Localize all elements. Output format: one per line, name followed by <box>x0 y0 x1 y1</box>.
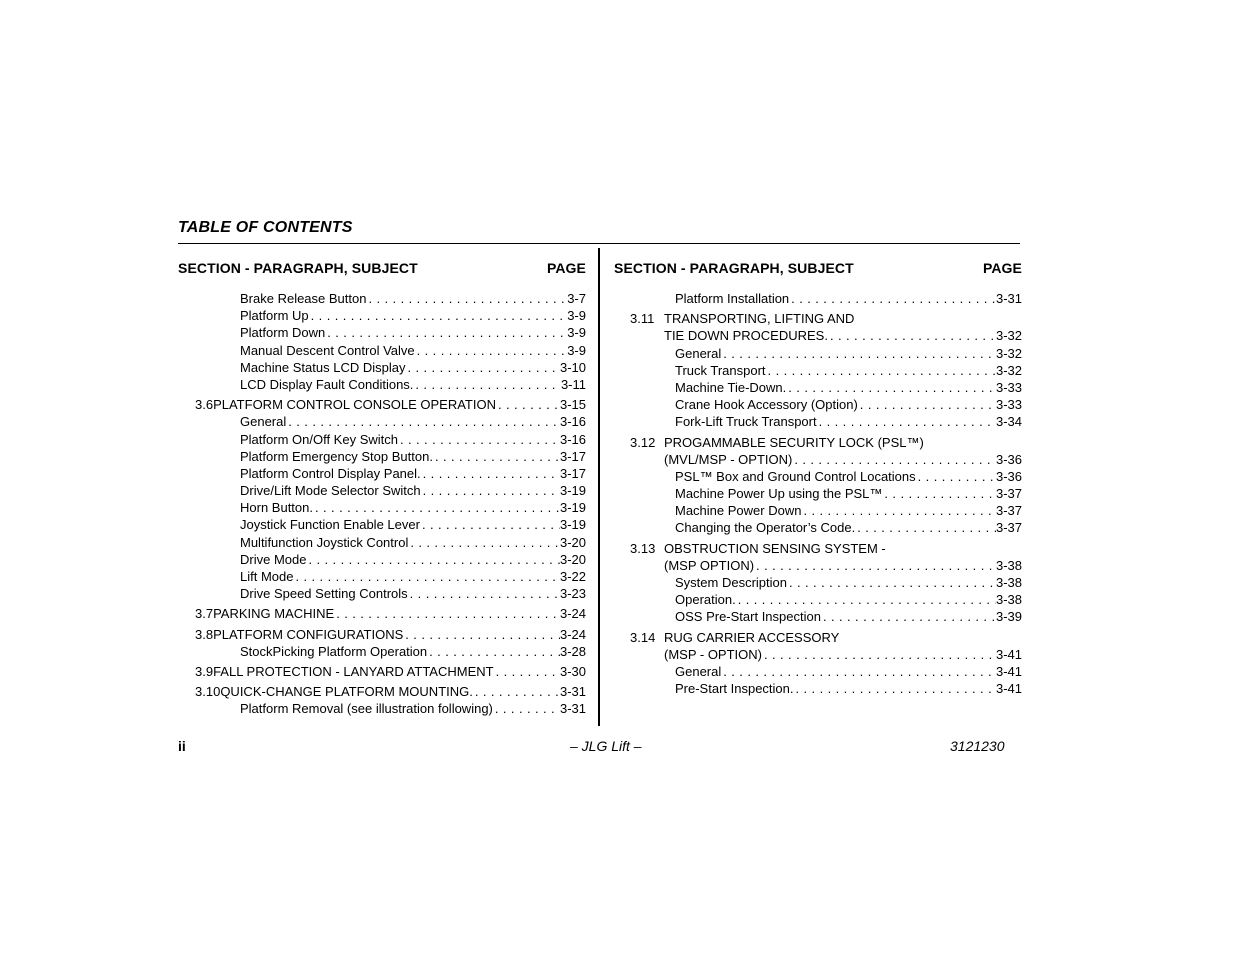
subject-heading: SECTION - PARAGRAPH, SUBJECT <box>178 260 418 276</box>
page-title: TABLE OF CONTENTS <box>178 219 353 236</box>
section-number: 3.7 <box>195 606 214 622</box>
toc-entries <box>614 290 1022 697</box>
entry-title: Platform Installation <box>675 291 790 306</box>
toc-entry[interactable] <box>178 482 586 499</box>
section-number: 3.14 <box>630 629 656 645</box>
entry-title: Machine Power Up using the PSL™ <box>675 486 883 502</box>
entry-title: Platform Removal (see illustration following) <box>240 701 493 717</box>
dot-leader <box>916 468 996 485</box>
entry-page: 3-37 <box>995 503 1022 519</box>
toc-entry[interactable] <box>178 448 586 465</box>
toc-entry[interactable] <box>178 465 586 482</box>
section-number: 3.13 <box>630 540 656 556</box>
toc-section-entry[interactable] <box>614 310 1022 327</box>
entry-title: (MSP - OPTION) <box>664 646 762 662</box>
toc-section-entry[interactable] <box>614 540 1022 557</box>
dot-leader <box>309 307 568 324</box>
dot-leader <box>473 683 560 700</box>
toc-section-entry[interactable] <box>178 605 586 622</box>
toc-entry[interactable] <box>178 342 586 359</box>
dot-leader <box>293 568 559 585</box>
toc-entry[interactable] <box>178 643 586 660</box>
entry-title: Operation. <box>675 592 736 608</box>
toc-entry[interactable] <box>614 413 1022 430</box>
dot-leader <box>787 574 996 591</box>
entry-title: Truck Transport <box>675 362 766 378</box>
entry-page: 3-23 <box>559 586 586 602</box>
section-number: 3.10 <box>195 684 221 700</box>
page-heading: PAGE <box>982 260 1022 276</box>
entry-page: 3-19 <box>559 517 586 533</box>
toc-entry[interactable] <box>178 431 586 448</box>
section-number: 3.9 <box>195 663 214 679</box>
section-number: 3.12 <box>630 434 656 450</box>
entry-title: (MSP OPTION) <box>664 557 755 573</box>
toc-section-entry[interactable] <box>178 626 586 643</box>
entry-page: 3-32 <box>995 362 1022 378</box>
dot-leader <box>821 608 996 625</box>
entry-title: Drive Speed Setting Controls <box>240 586 408 602</box>
entry-page: 3-7 <box>567 291 586 306</box>
entry-title: OBSTRUCTION SENSING SYSTEM - <box>664 540 886 556</box>
entry-title: PLATFORM CONFIGURATIONS <box>213 626 404 642</box>
toc-column-right <box>614 258 1022 697</box>
section-number: 3.11 <box>630 311 655 327</box>
dot-leader <box>855 519 996 536</box>
entry-page: 3-33 <box>995 397 1022 413</box>
toc-entry[interactable] <box>614 345 1022 362</box>
toc-section-entry[interactable] <box>614 629 1022 646</box>
entry-page: 3-30 <box>559 663 586 679</box>
entry-title: Machine Status LCD Display <box>240 359 406 375</box>
dot-leader <box>494 663 560 680</box>
toc-entry[interactable] <box>178 585 586 602</box>
dot-leader <box>786 379 996 396</box>
dot-leader <box>721 345 996 362</box>
toc-entry[interactable] <box>614 574 1022 591</box>
toc-entry[interactable] <box>614 680 1022 697</box>
dot-leader <box>427 643 560 660</box>
dot-leader <box>817 413 996 430</box>
column-header <box>178 258 586 280</box>
entry-page: 3-28 <box>559 643 586 659</box>
entry-page: 3-32 <box>995 345 1022 361</box>
entry-page: 3-38 <box>995 575 1022 590</box>
entry-page: 3-31 <box>559 684 586 700</box>
toc-entry[interactable] <box>178 413 586 430</box>
entry-title: Platform Control Display Panel. <box>240 465 421 481</box>
entry-title: Changing the Operator’s Code. <box>675 520 856 536</box>
toc-entry[interactable] <box>178 290 586 307</box>
dot-leader <box>762 646 996 663</box>
entry-title: TIE DOWN PROCEDURES. <box>664 328 828 344</box>
entry-page: 3-9 <box>567 308 586 324</box>
entry-title: Machine Power Down <box>675 503 802 519</box>
section-number: 3.8 <box>195 626 214 642</box>
toc-entry[interactable] <box>178 551 586 568</box>
entry-title: PARKING MACHINE <box>213 606 335 622</box>
dot-leader <box>496 396 560 413</box>
entry-title: Pre-Start Inspection. <box>675 681 794 697</box>
header-rule <box>178 243 1020 244</box>
toc-entry[interactable] <box>614 290 1022 307</box>
dot-leader <box>286 413 560 430</box>
toc-entry[interactable] <box>614 362 1022 379</box>
footer-publisher: – JLG Lift – <box>570 738 642 754</box>
dot-leader <box>325 324 567 341</box>
dot-leader <box>415 342 568 359</box>
dot-leader <box>794 680 996 697</box>
entry-page: 3-20 <box>559 551 586 567</box>
dot-leader <box>736 591 996 608</box>
dot-leader <box>828 327 996 344</box>
toc-entry[interactable] <box>178 534 586 551</box>
dot-leader <box>766 362 996 379</box>
dot-leader <box>398 431 560 448</box>
toc-entry[interactable] <box>178 568 586 585</box>
entry-page: 3-20 <box>559 534 586 550</box>
entry-page: 3-31 <box>559 701 586 717</box>
entry-page: 3-31 <box>995 291 1022 306</box>
entry-title: Platform Up <box>240 308 309 324</box>
dot-leader <box>420 516 560 533</box>
entry-title: Brake Release Button <box>240 291 367 306</box>
dot-leader <box>408 585 560 602</box>
subject-heading: SECTION - PARAGRAPH, SUBJECT <box>614 260 854 276</box>
toc-entry[interactable] <box>178 376 586 393</box>
entry-title: PROGAMMABLE SECURITY LOCK (PSL™) <box>664 434 924 450</box>
toc-entry[interactable] <box>614 327 1022 344</box>
entry-title: Platform On/Off Key Switch <box>240 431 398 447</box>
column-header <box>614 258 1022 280</box>
toc-entry[interactable] <box>614 591 1022 608</box>
toc-entry[interactable] <box>614 451 1022 468</box>
entry-page: 3-19 <box>559 500 586 516</box>
entry-page: 3-19 <box>559 483 586 499</box>
section-number: 3.6 <box>195 397 214 413</box>
entry-page: 3-38 <box>995 557 1022 573</box>
toc-entries <box>178 290 586 718</box>
toc-section-entry[interactable] <box>178 683 586 700</box>
entry-page: 3-37 <box>995 520 1022 536</box>
entry-title: Manual Descent Control Valve <box>240 342 415 358</box>
toc-section-entry[interactable] <box>178 663 586 680</box>
entry-page: 3-11 <box>560 376 586 392</box>
entry-title: Multifunction Joystick Control <box>240 534 409 550</box>
entry-page: 3-9 <box>567 342 586 358</box>
dot-leader <box>754 557 996 574</box>
dot-leader <box>801 502 996 519</box>
entry-title: Fork-Lift Truck Transport <box>675 414 817 430</box>
toc-entry[interactable] <box>178 307 586 324</box>
entry-page: 3-33 <box>995 379 1022 395</box>
entry-page: 3-24 <box>559 626 586 642</box>
toc-entry[interactable] <box>614 379 1022 396</box>
dot-leader <box>366 290 567 307</box>
page-heading: PAGE <box>546 260 586 276</box>
entry-title: System Description <box>675 575 787 590</box>
entry-title: Platform Emergency Stop Button. <box>240 448 433 464</box>
dot-leader <box>858 396 996 413</box>
entry-page: 3-15 <box>559 397 586 413</box>
entry-page: 3-10 <box>559 359 586 375</box>
dot-leader <box>334 605 560 622</box>
entry-title: TRANSPORTING, LIFTING AND <box>664 311 855 327</box>
toc-entry[interactable] <box>614 396 1022 413</box>
dot-leader <box>405 359 560 376</box>
entry-title: OSS Pre-Start Inspection <box>675 609 821 625</box>
entry-page: 3-9 <box>567 325 586 341</box>
dot-leader <box>408 534 560 551</box>
entry-title: PSL™ Box and Ground Control Locations <box>675 468 916 484</box>
entry-title: RUG CARRIER ACCESSORY <box>664 629 840 645</box>
dot-leader <box>789 290 996 307</box>
toc-entry[interactable] <box>614 468 1022 485</box>
toc-column-left <box>178 258 586 718</box>
toc-entry[interactable] <box>178 324 586 341</box>
entry-title: (MVL/MSP - OPTION) <box>664 451 793 467</box>
toc-entry[interactable] <box>614 608 1022 625</box>
dot-leader <box>413 376 561 393</box>
toc-entry[interactable] <box>614 502 1022 519</box>
dot-leader <box>493 700 560 717</box>
entry-title: QUICK-CHANGE PLATFORM MOUNTING. <box>220 684 473 700</box>
footer-page-number: ii <box>178 738 186 754</box>
entry-page: 3-32 <box>995 328 1022 344</box>
entry-title: LCD Display Fault Conditions. <box>240 376 414 392</box>
entry-page: 3-17 <box>559 465 586 481</box>
entry-title: FALL PROTECTION - LANYARD ATTACHMENT <box>213 663 494 679</box>
dot-leader <box>882 485 996 502</box>
entry-title: General <box>675 345 722 361</box>
toc-entry[interactable] <box>178 700 586 717</box>
entry-title: Crane Hook Accessory (Option) <box>675 397 858 413</box>
dot-leader <box>433 448 560 465</box>
entry-title: Joystick Function Enable Lever <box>240 517 420 533</box>
entry-title: General <box>675 663 722 679</box>
entry-title: PLATFORM CONTROL CONSOLE OPERATION <box>213 397 496 413</box>
entry-title: Machine Tie-Down. <box>675 379 787 395</box>
entry-title: Drive Mode <box>240 551 307 567</box>
entry-title: Horn Button. <box>240 500 313 516</box>
entry-page: 3-34 <box>995 414 1022 430</box>
toc-entry[interactable] <box>614 646 1022 663</box>
toc-entry[interactable] <box>614 663 1022 680</box>
entry-page: 3-36 <box>995 451 1022 467</box>
column-divider <box>598 248 600 726</box>
entry-title: StockPicking Platform Operation <box>240 643 428 659</box>
dot-leader <box>792 451 996 468</box>
entry-page: 3-17 <box>559 448 586 464</box>
dot-leader <box>421 482 560 499</box>
toc-entry[interactable] <box>178 359 586 376</box>
entry-title: General <box>240 414 287 430</box>
entry-page: 3-24 <box>559 606 586 622</box>
toc-entry[interactable] <box>178 516 586 533</box>
entry-page: 3-36 <box>995 468 1022 484</box>
toc-section-entry[interactable] <box>614 434 1022 451</box>
entry-page: 3-37 <box>995 486 1022 502</box>
dot-leader <box>403 626 560 643</box>
entry-page: 3-39 <box>995 609 1022 625</box>
entry-page: 3-41 <box>995 663 1022 679</box>
toc-entry[interactable] <box>614 485 1022 502</box>
entry-page: 3-41 <box>995 681 1022 697</box>
dot-leader <box>306 551 560 568</box>
toc-entry[interactable] <box>614 519 1022 536</box>
footer-doc-number: 3121230 <box>950 738 1005 754</box>
entry-title: Lift Mode <box>240 569 294 584</box>
entry-page: 3-41 <box>995 646 1022 662</box>
toc-entry[interactable] <box>178 499 586 516</box>
entry-page: 3-22 <box>559 569 586 584</box>
entry-page: 3-38 <box>995 592 1022 608</box>
entry-title: Drive/Lift Mode Selector Switch <box>240 483 421 499</box>
entry-page: 3-16 <box>559 431 586 447</box>
dot-leader <box>313 499 560 516</box>
dot-leader <box>721 663 996 680</box>
entry-page: 3-16 <box>559 414 586 430</box>
toc-section-entry[interactable] <box>178 396 586 413</box>
dot-leader <box>421 465 560 482</box>
entry-title: Platform Down <box>240 325 326 341</box>
toc-entry[interactable] <box>614 557 1022 574</box>
